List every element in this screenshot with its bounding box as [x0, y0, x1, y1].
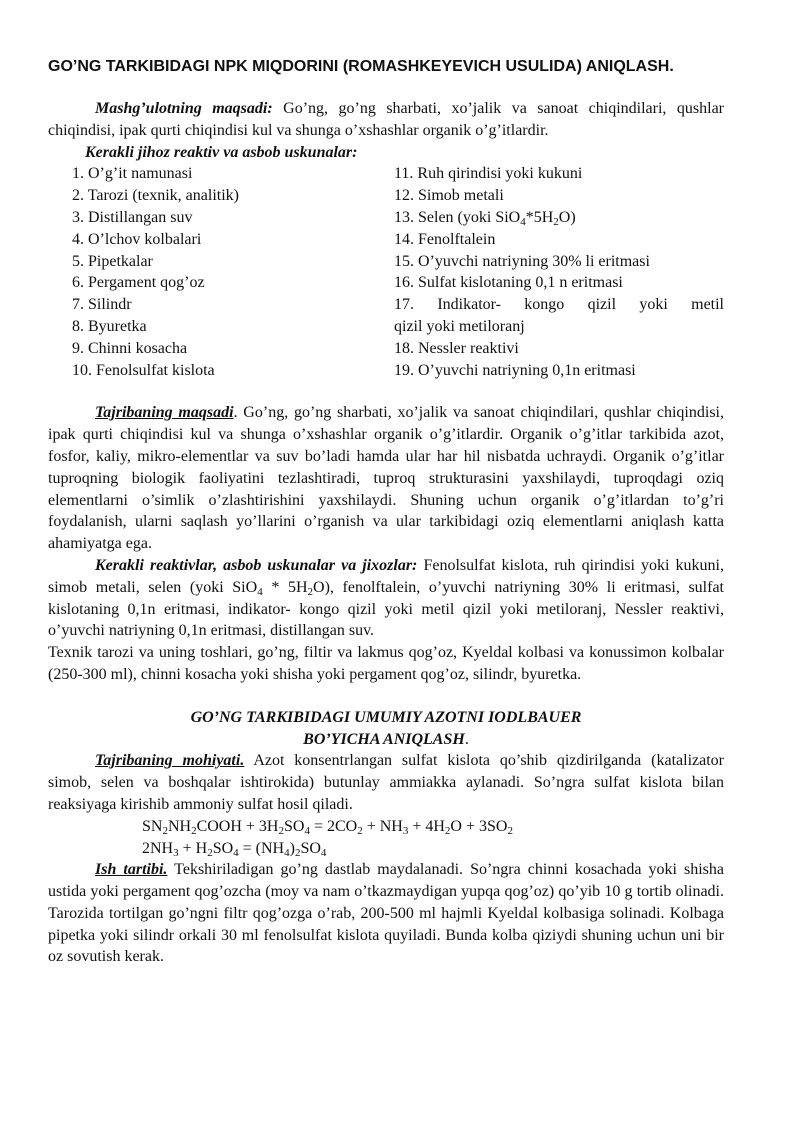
- list-item: [394, 207, 724, 229]
- subscript: 2: [294, 846, 301, 859]
- subscript: 2: [191, 824, 197, 837]
- subscript: 2: [553, 215, 559, 228]
- list-item: 15. O’yuvchi natriyning 30% li eritmasi: [394, 252, 650, 270]
- list-item: 18. Nessler reaktivi: [394, 339, 519, 357]
- subscript: 2: [278, 824, 284, 837]
- formula-text: COOH + 3H: [196, 817, 279, 835]
- list-item: 8. Byuretka: [72, 317, 147, 335]
- procedure-text: Tekshiriladigan go’ng dastlab maydalanadi. So’ngra chinni kosachada yoki shisha ustida yoki pergament qog’ozcha (moy va nam o’tkazmaydigan yupqa qog’oz) qo’yib 10 g tortib olinadi. Tarozida tortilgan go’ngni filtr qog’ozga o’rab, 200-500 ml hajmli Kyeldal kolbasiga solinadi. Kolbaga pipetka yoki silindr orkali 30 ml fenolsulfat kislota quyiladi. Bunda kolba qiziydi shuning uchun uni bir oz sovutish kerak.: [48, 861, 725, 966]
- list-item: 17. Indikator- kongo qizil yoki metil: [394, 296, 724, 314]
- subscript: 2: [357, 824, 363, 837]
- reaction-equation-2: [48, 838, 724, 860]
- list-item: 6. Pergament qog’oz: [72, 274, 205, 292]
- subscript: 4: [320, 846, 327, 859]
- subscript: 2: [162, 824, 168, 837]
- item-text: *5H: [525, 208, 554, 226]
- list-item: 12. Simob metali: [394, 187, 504, 205]
- subscript: 4: [304, 824, 310, 837]
- formula-text: 2NH: [142, 839, 174, 857]
- subscript: 4: [520, 215, 526, 228]
- aim-paragraph: [48, 402, 724, 555]
- procedure-paragraph: [48, 859, 724, 968]
- subscript: 4: [257, 585, 263, 598]
- formula-text: = (NH: [238, 839, 285, 857]
- reaction-equation-1: [48, 816, 724, 838]
- purpose-label: Mashg’ulotning maqsadi:: [95, 100, 273, 117]
- list-item: 16. Sulfat kislotaning 0,1 n eritmasi: [394, 274, 623, 292]
- section-title-text: BO’YICHA ANIQLASH: [303, 730, 465, 748]
- section-title: [48, 707, 724, 751]
- list-item: 19. O’yuvchi natriyning 0,1n eritmasi: [394, 361, 636, 379]
- list-item: 2. Tarozi (texnik, analitik): [72, 187, 239, 205]
- formula-text: SN: [142, 817, 163, 835]
- section-title-dot: .: [464, 730, 469, 748]
- formula-text: SO: [300, 839, 321, 857]
- purpose-paragraph: [48, 98, 724, 142]
- purpose-text: Go’ng, go’ng sharbati, xo’jalik va sanoat chiqindilari, qushlar chiqindisi, ipak qurti chiqindisi kul va shunga o’xshashlar organik o’g’itlardir.: [48, 100, 725, 139]
- page-title: GO’NG TARKIBIDAGI NPK MIQDORINI (ROMASHKEYEVICH USULIDA) ANIQLASH.: [48, 58, 674, 75]
- essence-label: Tajribaning mohiyati.: [95, 752, 245, 770]
- formula-text: NH: [167, 817, 192, 835]
- item-text: O): [558, 208, 576, 226]
- section-title-line-1: GO’NG TARKIBIDAGI UMUMIY AZOTNI IODLBAUER: [190, 708, 582, 726]
- document-page: [48, 56, 724, 968]
- subscript: 3: [173, 846, 179, 859]
- reagents-text: Fenolsulfat kislota, ruh qirindisi yoki kukuni, simob metali, selen (yoki SiO: [48, 556, 724, 596]
- subscript: 2: [307, 585, 314, 598]
- aim-label: Tajribaning maqsadi: [95, 404, 234, 422]
- reagents-text: O), fenolftalein, o’yuvchi natriyning 30% li eritmasi, sulfat kislotaning 0,1n eritmasi, indikator- kongo qizil yoki metil qizil yoki metiloranj, Nessler reaktivi, o’yuvchi natriyning 0,1n eritmasi, distillangan suv.: [48, 578, 725, 640]
- formula-text: O + 3SO: [450, 817, 508, 835]
- list-item: 7. Silindr: [72, 296, 132, 314]
- subscript: 4: [284, 846, 290, 859]
- formula-text: ): [289, 839, 295, 857]
- formula-text: SO: [283, 817, 305, 835]
- subscript: 3: [402, 824, 409, 837]
- formula-text: + H: [178, 839, 208, 857]
- essence-text: Azot konsentrlangan sulfat kislota qo’shib qizdirilganda (katalizator simob, selen va boshqalar ishtirokida) butunlay ammiakka aylanadi. So’ngra sulfat kislota bilan reaksiyaga kirishib ammoniy sulfat hosil qiladi.: [48, 752, 724, 813]
- procedure-label: Ish tartibi.: [95, 861, 168, 879]
- list-item: 14. Fenolftalein: [394, 230, 496, 248]
- reagents-text: * 5H: [262, 578, 308, 596]
- subscript: 4: [233, 846, 239, 859]
- tools-paragraph: Texnik tarozi va uning toshlari, go’ng, filtir va lakmus qog’oz, Kyeldal kolbasi va konussimon kolbalar (250-300 ml), chinni kosacha yoki shisha yoki pergament qog’oz, silindr, byuretka.: [48, 644, 724, 683]
- list-item-continuation: qizil yoki metiloranj: [394, 317, 525, 335]
- formula-text: SO: [212, 839, 234, 857]
- list-item: 3. Distillangan suv: [72, 208, 193, 226]
- section-title-line-2: [48, 729, 724, 751]
- subscript: 2: [507, 824, 513, 837]
- item-text: 13. Selen (yoki SiO: [394, 208, 521, 226]
- aim-text: Go’ng, go’ng sharbati, xo’jalik va sanoat chiqindilari, qushlar chiqindisi, ipak qurti chiqindisi kul va shunga o’xshashlar organik o’g’itlardir. Organik o’g’itlar tarkibida azot, fosfor, kaliy, mikro-elementlar va suv bo’ladi hamda ular har hil nisbatda uchraydi. Organik o’g’itlar tuproqning biologik faoliyatini tezlashtiradi, tuproq strukturasini yaxshilaydi, tuproqdagi oziq elementlarni o’simlik o’zlashtirishini yaxshilaydi. Shuning uchun organik o’g’itlardan to’g’ri foydalanish, ularni saqlash yo’llarini o’rganish va ular tarkibidagi oziq elementlarni aniqlash katta ahamiyatga ega.: [48, 404, 724, 553]
- equipment-list: [48, 163, 724, 381]
- formula-text: = 2CO: [309, 817, 358, 835]
- formula-text: + 4H: [408, 817, 445, 835]
- list-item: 4. O’lchov kolbalari: [72, 230, 202, 248]
- list-item: 5. Pipetkalar: [72, 252, 153, 270]
- reagents-paragraph: [48, 555, 724, 642]
- aim-dot: .: [233, 404, 238, 422]
- formula-text: + NH: [362, 817, 403, 835]
- equipment-list-right: [394, 163, 724, 381]
- reagents-label: Kerakli reaktivlar, asbob uskunalar va jixozlar:: [95, 556, 418, 574]
- essence-paragraph: [48, 750, 724, 815]
- subscript: 2: [444, 824, 451, 837]
- equipment-heading: Kerakli jihoz reaktiv va asbob uskunalar:: [85, 143, 358, 161]
- equipment-list-left: [48, 163, 394, 381]
- list-item: 1. O’g’it namunasi: [72, 165, 193, 183]
- list-item: 9. Chinni kosacha: [72, 339, 188, 357]
- list-item: 11. Ruh qirindisi yoki kukuni: [394, 165, 583, 183]
- list-item: 10. Fenolsulfat kislota: [72, 361, 215, 379]
- subscript: 2: [207, 846, 213, 859]
